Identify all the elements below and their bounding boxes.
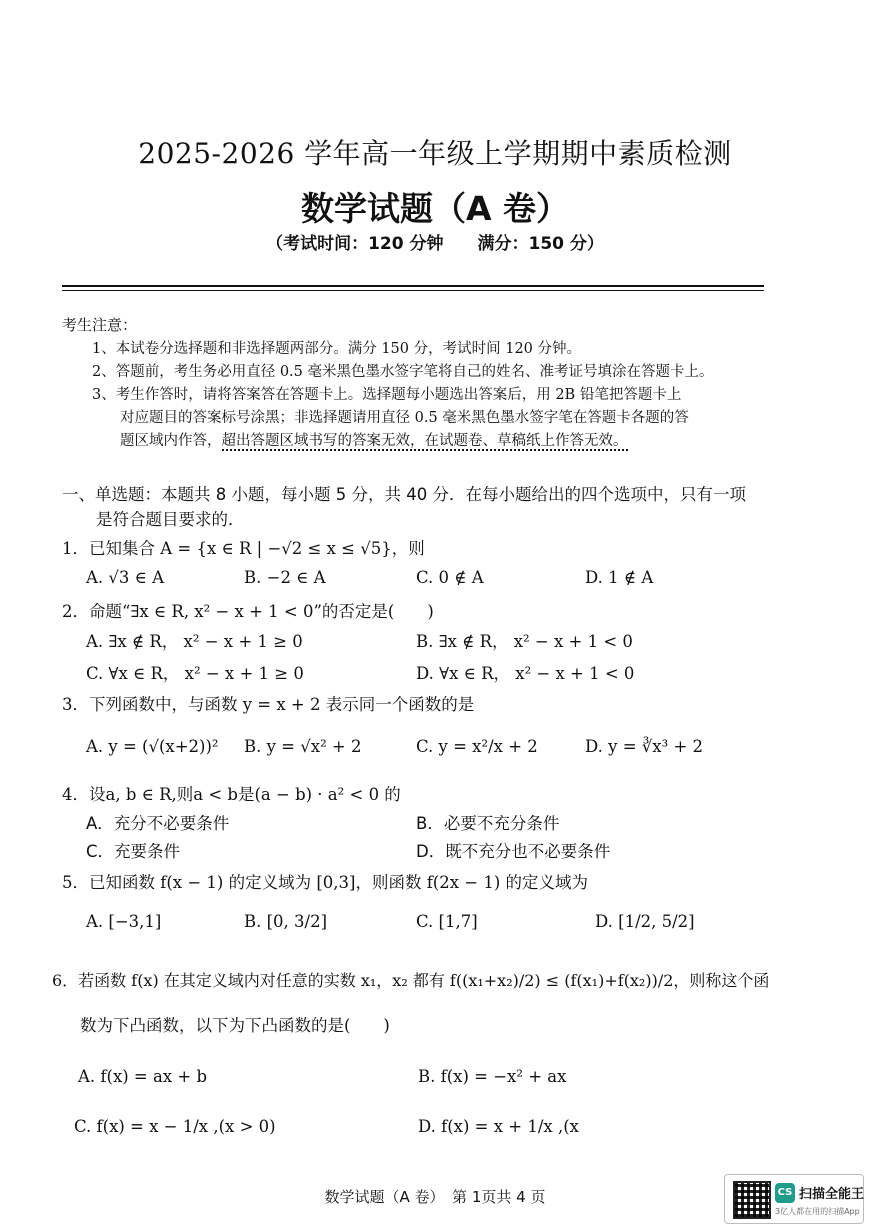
section-heading-line2: 是符合题目要求的． bbox=[96, 510, 245, 529]
qr-code-icon bbox=[733, 1181, 771, 1219]
q1-option-a: A. √3 ∈ A bbox=[86, 568, 165, 587]
scanner-app-name: 扫描全能王 bbox=[799, 1187, 865, 1202]
section-heading-line1: 一、单选题：本题共 8 小题，每小题 5 分，共 40 分．在每小题给出的四个选项中，只有一项 bbox=[62, 485, 746, 504]
q4-option-c: C．充要条件 bbox=[86, 842, 181, 861]
q1-stem: 1．已知集合 A = {x ∈ R | −√2 ≤ x ≤ √5}，则 bbox=[62, 539, 425, 558]
q3-option-c: C. y = x²/x + 2 bbox=[416, 737, 538, 756]
notice-item-1: 1、本试卷分选择题和非选择题两部分。满分 150 分，考试时间 120 分钟。 bbox=[92, 341, 582, 357]
exam-info: （考试时间：120 分钟 满分：150 分） bbox=[266, 234, 604, 254]
divider-thin bbox=[62, 290, 764, 291]
q5-option-b: B. [0, 3/2] bbox=[244, 912, 328, 931]
scanner-tagline: 3亿人都在用的扫描App bbox=[775, 1207, 860, 1216]
notice-heading: 考生注意： bbox=[62, 316, 138, 334]
q3-option-d: D. y = ∛x³ + 2 bbox=[585, 737, 704, 756]
q1-option-b: B. −2 ∈ A bbox=[244, 568, 326, 587]
notice-plain: 题区域内作答， bbox=[120, 433, 222, 449]
q5-option-a: A. [−3,1] bbox=[86, 912, 162, 931]
q1-option-d: D. 1 ∉ A bbox=[585, 568, 654, 587]
notice-item-2: 2、答题前，考生务必用直径 0.5 毫米黑色墨水签字笔将自己的姓名、准考证号填涂在答题卡上。 bbox=[92, 364, 714, 380]
paper-title: 数学试题（A 卷） bbox=[300, 189, 570, 228]
q6-stem-line2: 数为下凸函数，以下为下凸函数的是( ) bbox=[80, 1016, 390, 1035]
notice-emphasis: 超出答题区域书写的答案无效，在试题卷、草稿纸上作答无效。 bbox=[221, 433, 628, 449]
exam-header-title: 2025-2026 学年高一年级上学期期中素质检测 bbox=[138, 137, 732, 170]
q5-stem: 5．已知函数 f(x − 1) 的定义域为 [0,3]，则函数 f(2x − 1) 的定义域为 bbox=[62, 873, 589, 892]
divider-thick bbox=[62, 285, 764, 287]
q2-option-a: A. ∃x ∉ R， x² − x + 1 ≥ 0 bbox=[86, 632, 303, 651]
q4-option-b: B．必要不充分条件 bbox=[416, 814, 560, 833]
q4-stem: 4．设a, b ∈ R,则a < b是(a − b) · a² < 0 的 bbox=[62, 785, 401, 804]
q2-option-b: B. ∃x ∉ R， x² − x + 1 < 0 bbox=[416, 632, 633, 651]
scanner-watermark bbox=[724, 1174, 864, 1224]
q4-option-d: D．既不充分也不必要条件 bbox=[416, 842, 611, 861]
q5-option-c: C. [1,7] bbox=[416, 912, 478, 931]
q6-option-a: A. f(x) = ax + b bbox=[78, 1067, 208, 1086]
q6-option-c: C. f(x) = x − 1/x ,(x > 0) bbox=[74, 1117, 276, 1136]
q6-option-b: B. f(x) = −x² + ax bbox=[418, 1067, 567, 1086]
notice-item-3-line1: 3、考生作答时，请将答案答在答题卡上。选择题每小题选出答案后，用 2B 铅笔把答题卡上 bbox=[92, 387, 682, 403]
scanner-logo-icon: CS bbox=[775, 1183, 795, 1203]
q6-option-d: D. f(x) = x + 1/x ,(x bbox=[418, 1117, 579, 1136]
q2-stem: 2．命题“∃x ∈ R, x² − x + 1 < 0”的否定是( ) bbox=[62, 602, 434, 621]
q1-option-c: C. 0 ∉ A bbox=[416, 568, 484, 587]
q3-stem: 3．下列函数中，与函数 y = x + 2 表示同一个函数的是 bbox=[62, 695, 475, 714]
page-footer: 数学试题（A 卷） 第 1页共 4 页 bbox=[324, 1188, 546, 1206]
q3-option-b: B. y = √x² + 2 bbox=[244, 737, 362, 756]
q3-option-a: A. y = (√(x+2))² bbox=[86, 737, 219, 756]
q2-option-d: D. ∀x ∈ R， x² − x + 1 < 0 bbox=[416, 664, 635, 683]
q5-option-d: D. [1/2, 5/2] bbox=[595, 912, 695, 931]
q2-option-c: C. ∀x ∈ R， x² − x + 1 ≥ 0 bbox=[86, 664, 304, 683]
q4-option-a: A．充分不必要条件 bbox=[86, 814, 230, 833]
q6-stem-line1: 6．若函数 f(x) 在其定义域内对任意的实数 x₁，x₂ 都有 f((x₁+x₂)/2) ≤ (f(x₁)+f(x₂))/2，则称这个函 bbox=[52, 971, 770, 990]
notice-item-3-line3 bbox=[120, 429, 628, 450]
notice-item-3-line2: 对应题目的答案标号涂黑；非选择题请用直径 0.5 毫米黑色墨水签字笔在答题卡各题的答 bbox=[120, 410, 689, 426]
